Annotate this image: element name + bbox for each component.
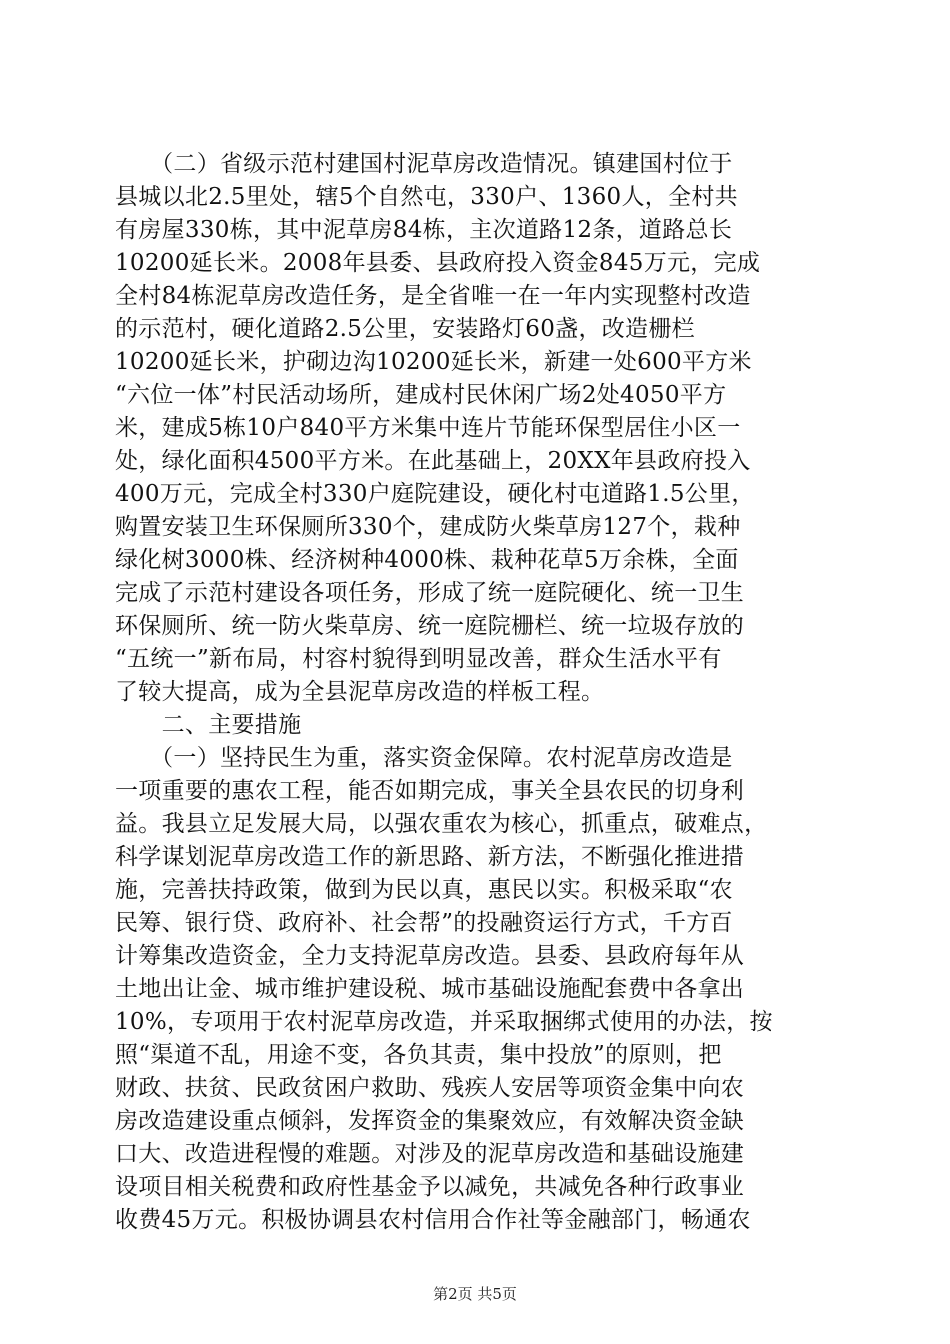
text-line: “五统一”新布局，村容村貌得到明显改善，群众生活水平有 [115, 646, 722, 672]
page-footer: 第2页 共5页 [433, 1285, 517, 1303]
text-line: 的示范村，硬化道路2.5公里，安装路灯60盏，改造栅栏 [115, 316, 695, 342]
text-line: 处，绿化面积4500平方米。在此基础上，20XX年县政府投入 [115, 448, 751, 474]
text-line: 10200延长米，护砌边沟10200延长米，新建一处600平方米 [115, 349, 752, 375]
text-line: 10%，专项用于农村泥草房改造，并采取捆绑式使用的办法，按 [115, 1009, 773, 1035]
text-line: 环保厕所、统一防火柴草房、统一庭院栅栏、统一垃圾存放的 [115, 613, 745, 639]
text-line: 计筹集改造资金，全力支持泥草房改造。县委、县政府每年从 [115, 943, 745, 969]
text-line: 民筹、银行贷、政府补、社会帮”的投融资运行方式，千方百 [115, 910, 733, 936]
text-line: 绿化树3000株、经济树种4000株、栽种花草5万余株，全面 [115, 547, 739, 573]
text-line: 施，完善扶持政策，做到为民以真，惠民以实。积极采取“农 [115, 877, 733, 903]
text-line: 财政、扶贫、民政贫困户救助、残疾人安居等项资金集中向农 [115, 1075, 745, 1101]
text-line: 房改造建设重点倾斜，发挥资金的集聚效应，有效解决资金缺 [115, 1108, 745, 1134]
text-line: 设项目相关税费和政府性基金予以减免，共减免各种行政事业 [115, 1174, 745, 1200]
text-line: 了较大提高，成为全县泥草房改造的样板工程。 [115, 679, 605, 705]
text-line: 二、主要措施 [115, 712, 302, 738]
text-line: （一）坚持民生为重，落实资金保障。农村泥草房改造是 [115, 745, 733, 771]
text-line: 全村84栋泥草房改造任务，是全省唯一在一年内实现整村改造 [115, 283, 751, 309]
text-line: 400万元，完成全村330户庭院建设，硬化村屯道路1.5公里， [115, 481, 755, 507]
text-line: 米，建成5栋10户840平方米集中连片节能环保型居住小区一 [115, 415, 741, 441]
text-line: 县城以北2.5里处，辖5个自然屯，330户、1360人，全村共 [115, 184, 738, 210]
text-line: 益。我县立足发展大局，以强农重农为核心，抓重点，破难点， [115, 811, 768, 837]
text-line: 口大、改造进程慢的难题。对涉及的泥草房改造和基础设施建 [115, 1141, 745, 1167]
text-line: 完成了示范村建设各项任务，形成了统一庭院硬化、统一卫生 [115, 580, 745, 606]
text-line: 科学谋划泥草房改造工作的新思路、新方法，不断强化推进措 [115, 844, 745, 870]
body-text [115, 148, 835, 1237]
text-line: （二）省级示范村建国村泥草房改造情况。镇建国村位于 [115, 151, 733, 177]
text-line: 收费45万元。积极协调县农村信用合作社等金融部门，畅通农 [115, 1207, 751, 1233]
text-line: 购置安装卫生环保厕所330个，建成防火柴草房127个，栽种 [115, 514, 741, 540]
text-line: “六位一体”村民活动场所，建成村民休闲广场2处4050平方 [115, 382, 727, 408]
text-line: 照“渠道不乱，用途不变，各负其责，集中投放”的原则，把 [115, 1042, 722, 1068]
text-line: 有房屋330栋，其中泥草房84栋，主次道路12条，道路总长 [115, 217, 733, 243]
text-line: 10200延长米。2008年县委、县政府投入资金845万元，完成 [115, 250, 761, 276]
text-line: 土地出让金、城市维护建设税、城市基础设施配套费中各拿出 [115, 976, 745, 1002]
text-line: 一项重要的惠农工程，能否如期完成，事关全县农民的切身利 [115, 778, 745, 804]
